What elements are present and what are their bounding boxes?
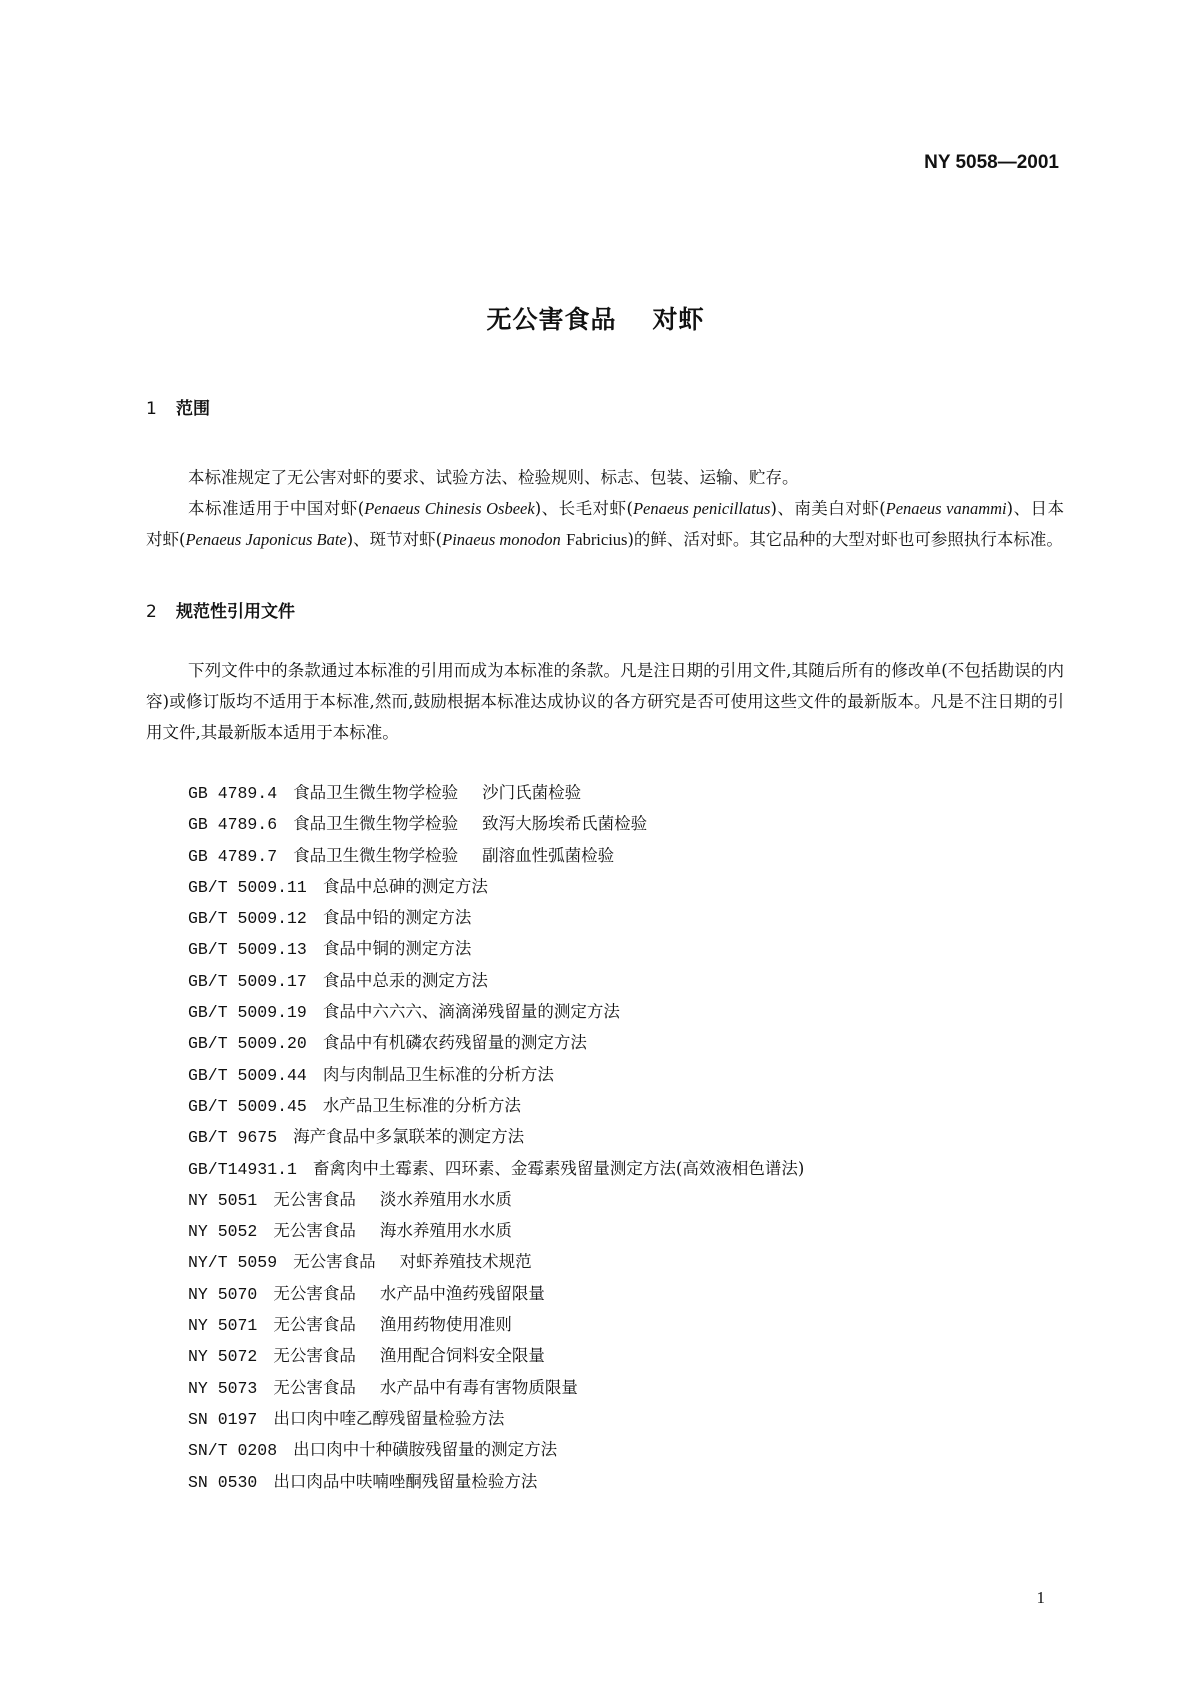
reference-item [188, 1153, 804, 1184]
standard-number: NY 5058—2001 [924, 152, 1059, 173]
scope-paragraph-1: 本标准规定了无公害对虾的要求、试验方法、检验规则、标志、包装、运输、贮存。 [188, 468, 799, 487]
reference-title: 无公害食品 [293, 1252, 376, 1272]
title-part-1: 无公害食品 [486, 305, 617, 334]
page-number: 1 [1036, 1588, 1045, 1607]
reference-item [188, 1027, 804, 1058]
reference-item [188, 840, 804, 871]
reference-code: GB/T 5009.13 [188, 940, 307, 960]
reference-item [188, 1340, 804, 1371]
reference-subtitle: 海水养殖用水水质 [379, 1221, 512, 1241]
reference-title: 食品卫生微生物学检验 [293, 845, 459, 865]
reference-code: GB 4789.7 [188, 846, 278, 866]
reference-title: 无公害食品 [273, 1346, 356, 1366]
latin-name-4: Penaeus Japonicus Bate [185, 530, 347, 549]
reference-title: 海产食品中多氯联苯的测定方法 [293, 1127, 525, 1147]
reference-item [188, 1184, 804, 1215]
section-1-title: 范围 [176, 399, 210, 419]
reference-title: 食品中六六六、滴滴涕残留量的测定方法 [322, 1002, 620, 1022]
reference-title: 无公害食品 [273, 1221, 356, 1241]
reference-list [188, 777, 804, 1497]
reference-title: 出口肉中喹乙醇残留量检验方法 [273, 1408, 505, 1428]
reference-title: 出口肉中十种磺胺残留量的测定方法 [293, 1440, 558, 1460]
reference-subtitle: 淡水养殖用水水质 [379, 1189, 512, 1209]
reference-title: 肉与肉制品卫生标准的分析方法 [322, 1064, 554, 1084]
reference-item [188, 777, 804, 808]
latin-name-5: Pinaeus monodon [442, 530, 561, 549]
reference-code: SN 0197 [188, 1409, 258, 1429]
reference-title: 食品卫生微生物学检验 [293, 783, 459, 802]
reference-item [188, 1215, 804, 1246]
reference-title: 无公害食品 [273, 1283, 356, 1303]
reference-title: 食品卫生微生物学检验 [293, 814, 459, 834]
reference-code: GB/T 5009.44 [188, 1065, 307, 1085]
reference-code: SN 0530 [188, 1472, 258, 1492]
reference-code: NY/T 5059 [188, 1253, 278, 1273]
reference-subtitle: 沙门氏菌检验 [482, 783, 582, 802]
reference-code: GB/T 9675 [188, 1128, 278, 1148]
reference-title: 水产品卫生标准的分析方法 [322, 1095, 521, 1115]
reference-subtitle: 副溶血性弧菌检验 [482, 845, 615, 865]
reference-code: GB/T14931.1 [188, 1159, 297, 1179]
reference-code: GB 4789.6 [188, 815, 278, 835]
reference-title: 食品中总汞的测定方法 [322, 970, 488, 990]
section-2-title: 规范性引用文件 [176, 602, 295, 622]
reference-subtitle: 水产品中渔药残留限量 [379, 1283, 545, 1303]
reference-title: 食品中有机磷农药残留量的测定方法 [322, 1033, 587, 1053]
reference-code: GB/T 5009.45 [188, 1096, 307, 1116]
reference-title: 无公害食品 [273, 1377, 356, 1397]
reference-item [188, 1278, 804, 1309]
reference-title: 食品中总砷的测定方法 [322, 876, 488, 896]
reference-item [188, 1372, 804, 1403]
reference-code: NY 5071 [188, 1316, 258, 1336]
section-2-number: 2 [146, 602, 157, 622]
reference-code: NY 5052 [188, 1222, 258, 1242]
reference-code: NY 5072 [188, 1347, 258, 1367]
reference-item [188, 1246, 804, 1277]
reference-item [188, 808, 804, 839]
normative-references-paragraph: 下列文件中的条款通过本标准的引用而成为本标准的条款。凡是注日期的引用文件,其随后所有的修改单(不包括勘误的内容)或修订版均不适用于本标准,然而,鼓励根据本标准达成协议的各方研究是否可使用这些文件的最新版本。凡是不注日期的引用文件,其最新版本适用于本标准。 [146, 661, 1064, 742]
reference-code: GB/T 5009.20 [188, 1034, 307, 1054]
reference-item [188, 871, 804, 902]
reference-code: GB/T 5009.19 [188, 1003, 307, 1023]
reference-code: NY 5070 [188, 1284, 258, 1304]
latin-name-5-author: Fabricius [566, 530, 628, 549]
latin-name-3: Penaeus vanammi [885, 499, 1007, 518]
reference-item [188, 1403, 804, 1434]
latin-name-2: Penaeus penicillatus [632, 499, 771, 518]
reference-item [188, 1090, 804, 1121]
reference-item [188, 996, 804, 1027]
reference-code: NY 5051 [188, 1190, 258, 1210]
section-2-heading [146, 597, 295, 622]
latin-name-1: Penaeus Chinesis Osbeek [364, 499, 535, 518]
reference-code: NY 5073 [188, 1378, 258, 1398]
reference-subtitle: 渔用配合饲料安全限量 [379, 1346, 545, 1366]
scope-paragraph-2: 本标准适用于中国对虾(Penaeus Chinesis Osbeek)、长毛对虾(Penaeus penicillatus)、南美白对虾(Penaeus vanammi)、日本对虾(Penaeus Japonicus Bate)、斑节对虾(Pinaeus monodon Fabricius)的鲜、活对虾。其它品种的大型对虾也可参照执行本标准。 [146, 499, 1065, 549]
reference-title: 食品中铜的测定方法 [322, 939, 472, 959]
reference-item [188, 1309, 804, 1340]
reference-code: GB/T 5009.17 [188, 971, 307, 991]
reference-code: SN/T 0208 [188, 1441, 278, 1461]
reference-title: 食品中铅的测定方法 [322, 908, 472, 928]
title-part-2: 对虾 [652, 305, 705, 334]
reference-item [188, 1434, 804, 1465]
reference-item [188, 933, 804, 964]
reference-code: GB 4789.4 [188, 784, 278, 803]
reference-item [188, 1466, 804, 1497]
reference-title: 出口肉品中呋喃唑酮残留量检验方法 [273, 1471, 538, 1491]
reference-item [188, 902, 804, 933]
reference-item [188, 1121, 804, 1152]
reference-title: 无公害食品 [273, 1315, 356, 1335]
reference-subtitle: 渔用药物使用准则 [379, 1315, 512, 1335]
reference-item [188, 965, 804, 996]
reference-code: GB/T 5009.12 [188, 909, 307, 929]
page-title [0, 300, 1191, 336]
section-1-number: 1 [146, 399, 157, 419]
reference-item [188, 1059, 804, 1090]
reference-subtitle: 对虾养殖技术规范 [399, 1252, 532, 1272]
section-1-heading [146, 394, 210, 419]
reference-code: GB/T 5009.11 [188, 877, 307, 897]
reference-title: 无公害食品 [273, 1189, 356, 1209]
reference-subtitle: 致泻大肠埃希氏菌检验 [482, 814, 648, 834]
reference-subtitle: 水产品中有毒有害物质限量 [379, 1377, 578, 1397]
reference-title: 畜禽肉中土霉素、四环素、金霉素残留量测定方法(高效液相色谱法) [312, 1158, 805, 1178]
